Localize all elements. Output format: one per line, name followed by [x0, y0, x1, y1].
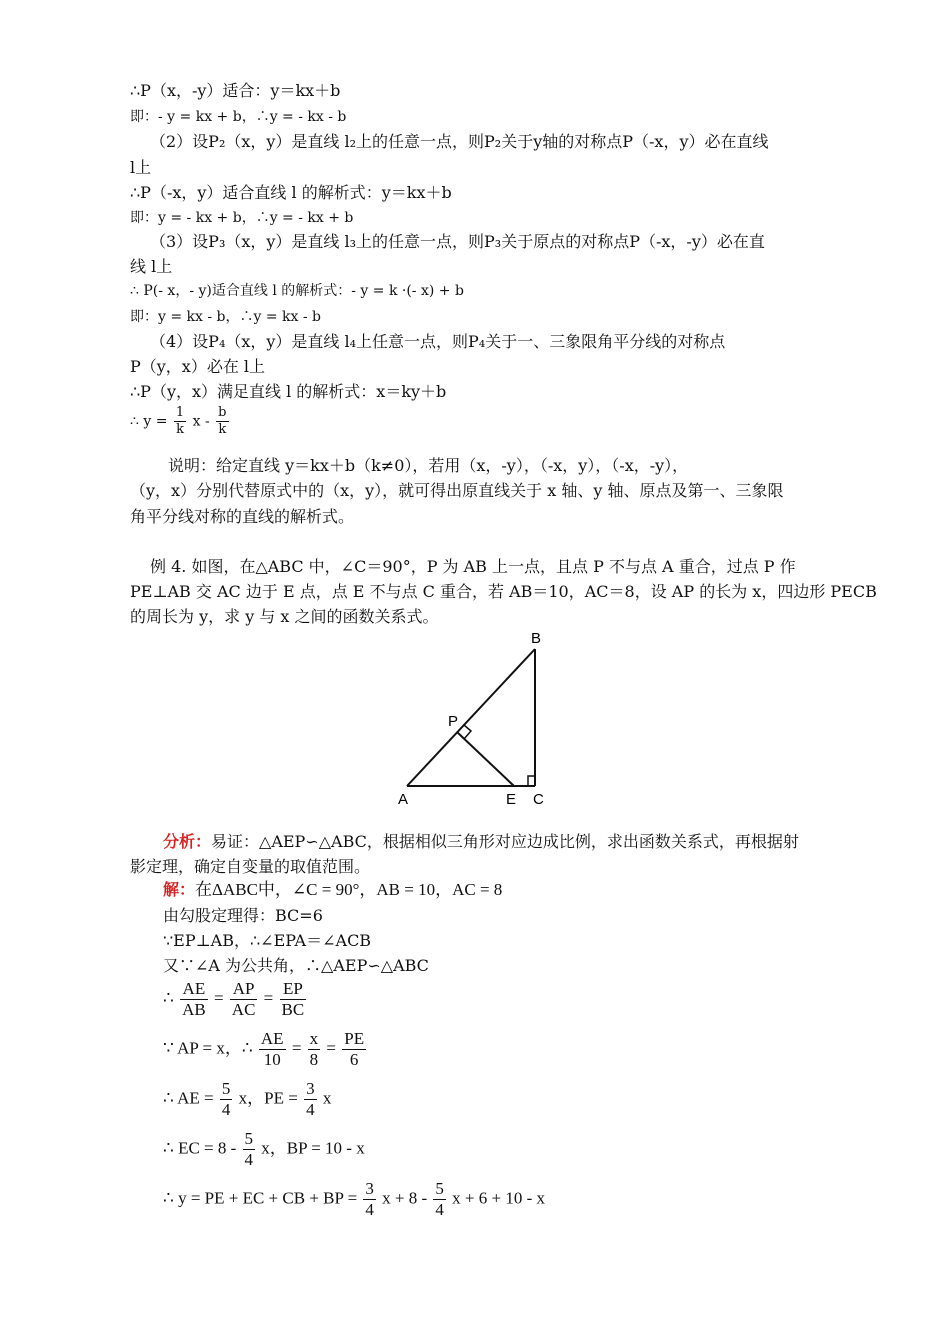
eq-text: x，BP = 10 - x — [261, 1138, 365, 1158]
text-line: P（y，x）必在 l上 — [130, 357, 266, 376]
label-b: B — [531, 630, 542, 647]
numerator: AE — [180, 979, 208, 1000]
text-line: 角平分线对称的直线的解析式。 — [130, 507, 355, 526]
numerator: AP — [230, 979, 258, 1000]
formula-line — [130, 405, 231, 438]
text-line: ∴P（y，x）满足直线 l 的解析式：x＝ky＋b — [130, 382, 447, 401]
numerator: 1 — [175, 405, 185, 420]
denominator: 4 — [365, 1200, 374, 1219]
label-c: C — [533, 791, 544, 808]
eq-text: ∴ EC = 8 - — [163, 1138, 237, 1158]
text-line: 即：- y = kx + b，∴y = - kx - b — [130, 109, 347, 125]
eq-text: x，PE = — [238, 1088, 298, 1108]
text-line: ∴P（x，-y）适合：y＝kx＋b — [130, 81, 341, 100]
equation-row: ∵ AP = x，∴ $\frac{AE}{10}$ = $\frac{x}{8}$ = $\frac{PE}{6}$ — [163, 1029, 365, 1069]
fraction — [363, 1179, 376, 1220]
denominator: AC — [231, 1000, 256, 1019]
text-line: （2）设P₂（x，y）是直线 l₂上的任意一点，则P₂关于y轴的对称点P（-x，y）必在直线 — [150, 132, 769, 151]
denominator: 4 — [306, 1100, 315, 1119]
text-line: ∴ P(- x，- y)适合直线 l 的解析式：- y = k ·(- x) + b — [130, 283, 464, 299]
numerator: PE — [344, 1029, 365, 1048]
fraction — [280, 979, 307, 1020]
segment-pe — [457, 732, 514, 786]
fraction — [220, 1079, 233, 1120]
numerator: 5 — [244, 1129, 254, 1148]
analysis-line — [163, 831, 799, 853]
eq-text: ∴ — [163, 988, 174, 1008]
denominator: k — [218, 422, 227, 437]
text-line: （y，x）分别代替原式中的（x，y），就可得出原直线关于 x 轴、y 轴、原点及第一、三象限 — [130, 481, 784, 500]
denominator: 8 — [309, 1050, 319, 1069]
fraction — [342, 1029, 366, 1070]
denominator: 4 — [221, 1100, 231, 1119]
fraction — [174, 405, 186, 438]
text-line: l上 — [130, 158, 152, 177]
label-e: E — [506, 791, 517, 808]
analysis-text: 易证：△AEP∽△ABC，根据相似三角形对应边成比例，求出函数关系式，再根据射 — [211, 832, 799, 851]
fraction — [216, 405, 228, 438]
fraction — [230, 979, 258, 1020]
numerator: EP — [280, 979, 307, 1000]
numerator: 5 — [435, 1179, 444, 1198]
numerator: 5 — [221, 1079, 231, 1098]
solution-line — [163, 879, 502, 901]
text-line: 影定理，确定自变量的取值范围。 — [130, 857, 371, 876]
denominator: 4 — [244, 1150, 254, 1169]
numerator: AE — [260, 1029, 284, 1048]
text-line: （4）设P₄（x，y）是直线 l₄上任意一点，则P₄关于一、三象限角平分线的对称点 — [150, 332, 726, 351]
denominator: k — [176, 422, 184, 437]
fraction — [433, 1179, 446, 1220]
text-line: 例 4. 如图，在△ABC 中，∠C＝90°，P 为 AB 上一点，且点 P 不与点 A 重合，过点 P 作 — [150, 557, 796, 576]
fraction — [308, 1029, 321, 1070]
fraction — [304, 1079, 317, 1120]
numerator: b — [218, 405, 227, 420]
eq-text: ∴ y = PE + EC + CB + BP = — [163, 1188, 358, 1208]
label-p: P — [448, 713, 459, 730]
equation-row — [163, 1079, 331, 1120]
text-line: ∵EP⊥AB，∴∠EPA＝∠ACB — [163, 931, 372, 950]
formula-text: x - — [192, 413, 210, 430]
numerator: 3 — [306, 1079, 315, 1098]
text-line: ∴P（-x，y）适合直线 l 的解析式：y＝kx＋b — [130, 183, 452, 202]
label-a: A — [398, 791, 409, 808]
formula-text: ∴ y = — [130, 413, 168, 430]
text-line: 说明：给定直线 y＝kx＋b（k≠0），若用（x，-y），（-x，y），（-x，-y）， — [168, 456, 689, 475]
text-line: 即：y = kx - b，∴y = kx - b — [130, 309, 322, 325]
right-angle-p — [464, 725, 471, 739]
eq-text: ∵ AP = x，∴ — [163, 1038, 253, 1058]
numerator: 3 — [365, 1179, 374, 1198]
eq-text: ∴ AE = — [163, 1088, 214, 1108]
solution-label: 解： — [163, 880, 196, 899]
equation-row — [163, 1179, 545, 1220]
solution-text: 在ΔABC中，∠C = 90°，AB = 10，AC = 8 — [195, 880, 503, 899]
text-line: 由勾股定理得：BC=6 — [163, 906, 323, 925]
denominator: AB — [182, 1000, 206, 1019]
eq-text: x + 6 + 10 - x — [452, 1188, 545, 1208]
text-line: 的周长为 y，求 y 与 x 之间的函数关系式。 — [130, 607, 439, 626]
text-line: 又∵∠A 为公共角，∴△AEP∽△ABC — [163, 956, 429, 975]
side-ab — [407, 649, 535, 786]
denominator: 4 — [435, 1200, 444, 1219]
analysis-label: 分析： — [163, 832, 212, 851]
denominator: 10 — [263, 1050, 281, 1069]
equation-row: ∴ $\frac{AE}{AB}$ = $\frac{AP}{AC}$ = $\frac{EP}{BC}$ — [163, 979, 305, 1019]
text-line: 线 l上 — [130, 257, 173, 276]
fraction — [180, 979, 208, 1020]
text-line: PE⊥AB 交 AC 边于 E 点，点 E 不与点 C 重合，若 AB＝10，AC＝8，设 AP 的长为 x，四边形 PECB — [130, 582, 877, 601]
eq-text: x + 8 - — [382, 1188, 428, 1208]
text-line: （3）设P₃（x，y）是直线 l₃上的任意一点，则P₃关于原点的对称点P（-x，-y）必在直 — [150, 232, 765, 251]
eq-text: x — [322, 1088, 332, 1108]
fraction — [259, 1029, 286, 1070]
text-line: 即：y = - kx + b，∴y = - kx + b — [130, 210, 354, 226]
denominator: BC — [281, 1000, 305, 1019]
right-angle-c — [528, 776, 535, 786]
numerator: x — [309, 1029, 319, 1048]
fraction — [243, 1129, 256, 1170]
equation-row — [163, 1129, 365, 1170]
denominator: 6 — [349, 1050, 359, 1069]
triangle-figure — [390, 625, 560, 815]
